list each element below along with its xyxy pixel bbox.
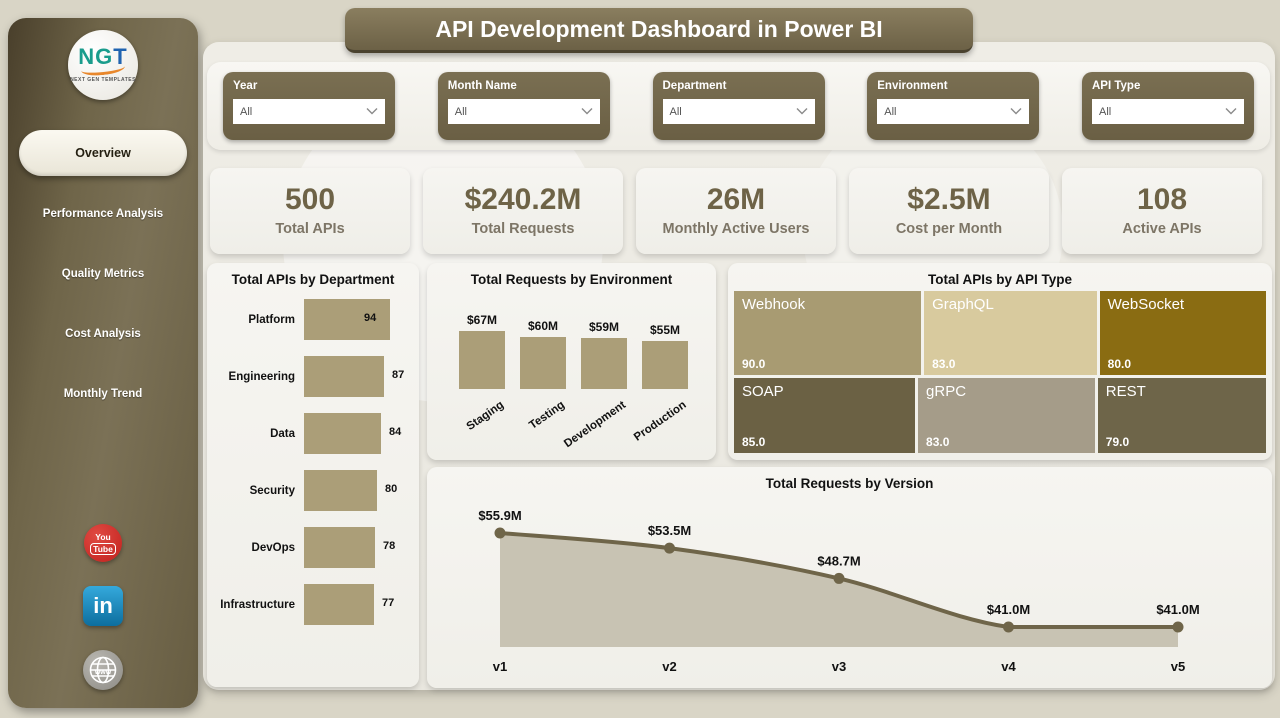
treemap-cell-value: 83.0: [926, 435, 950, 449]
sidebar-item-cost-analysis[interactable]: Cost Analysis: [65, 328, 141, 340]
kpi-label: Total Requests: [471, 221, 575, 237]
treemap-cell-name: gRPC: [926, 383, 967, 401]
kpi-total-requests: [423, 168, 623, 254]
youtube-text: Tube: [90, 543, 116, 555]
category-label: Engineering: [228, 370, 295, 383]
column-testing[interactable]: [520, 319, 566, 389]
chart-total-requests-by-version: [427, 467, 1272, 688]
bar-track: [304, 470, 411, 511]
data-point-v1[interactable]: [495, 528, 506, 539]
filter-api-type: [1082, 72, 1254, 140]
environment-column-chart: [437, 291, 706, 451]
filter-value: All: [669, 105, 682, 118]
bar-track: [304, 356, 411, 397]
kpi-total-apis: [210, 168, 410, 254]
svg-text:www: www: [94, 669, 112, 676]
treemap-cell-name: SOAP: [742, 383, 784, 401]
bar-row: [207, 348, 419, 405]
bar-data[interactable]: [304, 413, 381, 454]
filter-label: API Type: [1092, 80, 1141, 92]
x-axis-label: Staging: [464, 399, 506, 434]
filter-dropdown[interactable]: [448, 99, 600, 124]
chevron-down-icon: [796, 106, 808, 118]
point-value-label: $41.0M: [1156, 602, 1200, 618]
category-label: DevOps: [251, 541, 295, 554]
filter-environment: [867, 72, 1039, 140]
page-title: API Development Dashboard in Power BI: [345, 8, 973, 53]
point-value-label: $41.0M: [986, 602, 1031, 618]
sidebar-nav: [8, 130, 198, 424]
youtube-icon[interactable]: [84, 524, 122, 562]
treemap-cell-name: Webhook: [742, 296, 806, 313]
data-point-v2[interactable]: [664, 543, 675, 554]
chevron-down-icon: [1010, 106, 1022, 118]
filter-year: [223, 72, 395, 140]
sidebar-item-performance-analysis[interactable]: Performance Analysis: [42, 208, 164, 220]
sidebar: [8, 18, 198, 708]
kpi-label: Total APIs: [275, 221, 345, 237]
x-axis-label: v3: [831, 659, 847, 674]
bar-value-label: 77: [382, 597, 395, 609]
bar-row: [207, 576, 419, 633]
kpi-active-apis: [1062, 168, 1262, 254]
filter-label: Department: [662, 80, 727, 92]
filter-dropdown[interactable]: [663, 99, 815, 124]
bar-platform[interactable]: [304, 299, 390, 340]
bar-devops[interactable]: [304, 527, 375, 568]
filter-label: Environment: [877, 80, 948, 92]
treemap-cell-soap[interactable]: [734, 378, 915, 453]
bar-engineering[interactable]: [304, 356, 384, 397]
api-type-treemap: [734, 291, 1266, 453]
treemap-cell-value: 90.0: [742, 357, 766, 372]
youtube-text: You: [95, 531, 111, 542]
point-value-label: $48.7M: [817, 553, 861, 569]
bar-security[interactable]: [304, 470, 377, 511]
bar-value-label: 87: [392, 369, 405, 381]
category-label: Platform: [248, 313, 295, 326]
data-point-v5[interactable]: [1173, 622, 1184, 633]
column-value-label: $67M: [466, 313, 498, 327]
filter-strip: [207, 62, 1270, 150]
x-axis-label: v1: [492, 659, 508, 674]
kpi-monthly-active-users: [636, 168, 836, 254]
chevron-down-icon: [581, 106, 593, 118]
bar-row: [207, 291, 419, 348]
kpi-value: 108: [1136, 183, 1188, 216]
column-value-label: $55M: [649, 323, 681, 337]
kpi-label: Cost per Month: [895, 221, 1003, 237]
kpi-value: $240.2M: [464, 183, 582, 216]
chart-title: Total Requests by Environment: [470, 272, 673, 287]
bar-track: [304, 527, 411, 568]
bar-value-label: 94: [364, 312, 377, 324]
bar-row: [207, 519, 419, 576]
data-point-v4[interactable]: [1003, 622, 1014, 633]
point-value-label: $53.5M: [647, 523, 692, 539]
treemap-cell-grpc[interactable]: [918, 378, 1095, 453]
version-area-chart: [427, 495, 1272, 680]
logo-tagline: NEXT GEN TEMPLATES: [70, 76, 136, 83]
column-value-label: $60M: [527, 319, 559, 333]
treemap-cell-value: 79.0: [1105, 435, 1130, 449]
sidebar-item-monthly-trend[interactable]: Monthly Trend: [63, 388, 143, 400]
chart-total-requests-by-environment: [427, 263, 716, 460]
bar-track: [304, 299, 411, 340]
bar-row: [207, 405, 419, 462]
x-axis-label: v2: [662, 659, 677, 674]
sidebar-social: [83, 524, 123, 690]
kpi-cost-per-month: [849, 168, 1049, 254]
treemap-cell-value: 85.0: [742, 435, 766, 449]
treemap-cell-webhook[interactable]: [734, 291, 921, 375]
treemap-row: [734, 291, 1266, 375]
category-label: Infrastructure: [220, 598, 295, 611]
chevron-down-icon: [366, 106, 378, 118]
department-bar-chart: [207, 291, 419, 633]
filter-dropdown[interactable]: [877, 99, 1029, 124]
column-bar: [642, 341, 688, 389]
chart-title: Total Requests by Version: [765, 476, 934, 491]
bar-track: [304, 584, 411, 625]
area-fill: [500, 533, 1178, 647]
bar-row: [207, 462, 419, 519]
filter-value: All: [240, 105, 253, 118]
x-axis-label: Testing: [527, 399, 567, 432]
globe-icon[interactable]: [83, 650, 123, 690]
x-axis-label: Development: [561, 399, 628, 451]
column-value-label: $59M: [588, 320, 620, 334]
treemap-cell-websocket[interactable]: [1100, 291, 1266, 375]
point-value-label: $55.9M: [478, 508, 522, 523]
treemap-cell-name: GraphQL: [932, 296, 994, 313]
treemap-cell-graphql[interactable]: [924, 291, 1097, 375]
treemap-row: [734, 378, 1266, 453]
category-label: Security: [249, 484, 295, 497]
x-axis-label: v4: [1001, 659, 1016, 674]
sidebar-item-overview[interactable]: Overview: [19, 130, 187, 176]
treemap-cell-value: 83.0: [932, 357, 956, 372]
chart-total-apis-by-api-type: [728, 263, 1272, 460]
data-point-v3[interactable]: [834, 573, 845, 584]
bar-value-label: 80: [385, 483, 398, 495]
treemap-cell-value: 80.0: [1107, 357, 1132, 372]
filter-month-name: [438, 72, 610, 140]
x-axis-label: v5: [1170, 659, 1186, 674]
ngt-logo-text: NGT: [78, 43, 128, 69]
filter-value: All: [1099, 105, 1112, 118]
bar-value-label: 84: [389, 426, 402, 438]
sidebar-item-quality-metrics[interactable]: Quality Metrics: [61, 268, 145, 280]
bar-infrastructure[interactable]: [304, 584, 374, 625]
kpi-value: $2.5M: [907, 183, 991, 216]
kpi-value: 26M: [706, 183, 766, 216]
column-bar: [459, 331, 505, 389]
chart-title: Total APIs by API Type: [927, 272, 1073, 287]
chevron-down-icon: [1225, 106, 1237, 118]
category-label: Data: [270, 427, 295, 440]
bar-track: [304, 413, 411, 454]
filter-label: Year: [233, 80, 258, 92]
x-axis-label: Production: [632, 399, 689, 444]
treemap-cell-name: WebSocket: [1107, 296, 1185, 313]
filter-dropdown[interactable]: [1092, 99, 1244, 124]
bar-value-label: 78: [383, 540, 396, 552]
chart-total-apis-by-department: [207, 263, 419, 687]
column-bar: [581, 338, 627, 389]
chart-title: Total APIs by Department: [231, 272, 395, 287]
filter-value: All: [454, 105, 467, 118]
treemap-cell-rest[interactable]: [1098, 378, 1266, 453]
column-development[interactable]: [581, 320, 627, 389]
kpi-label: Active APIs: [1122, 221, 1202, 237]
kpi-label: Monthly Active Users: [662, 221, 810, 237]
filter-value: All: [884, 105, 897, 118]
column-staging[interactable]: [459, 313, 505, 389]
filter-department: [653, 72, 825, 140]
treemap-cell-name: REST: [1105, 383, 1146, 401]
ngt-logo: [68, 30, 138, 100]
column-bar: [520, 337, 566, 389]
filter-label: Month Name: [447, 80, 517, 92]
kpi-value: 500: [284, 183, 336, 216]
filter-dropdown[interactable]: [233, 99, 385, 124]
linkedin-icon[interactable]: in: [83, 586, 123, 626]
column-production[interactable]: [642, 323, 688, 389]
